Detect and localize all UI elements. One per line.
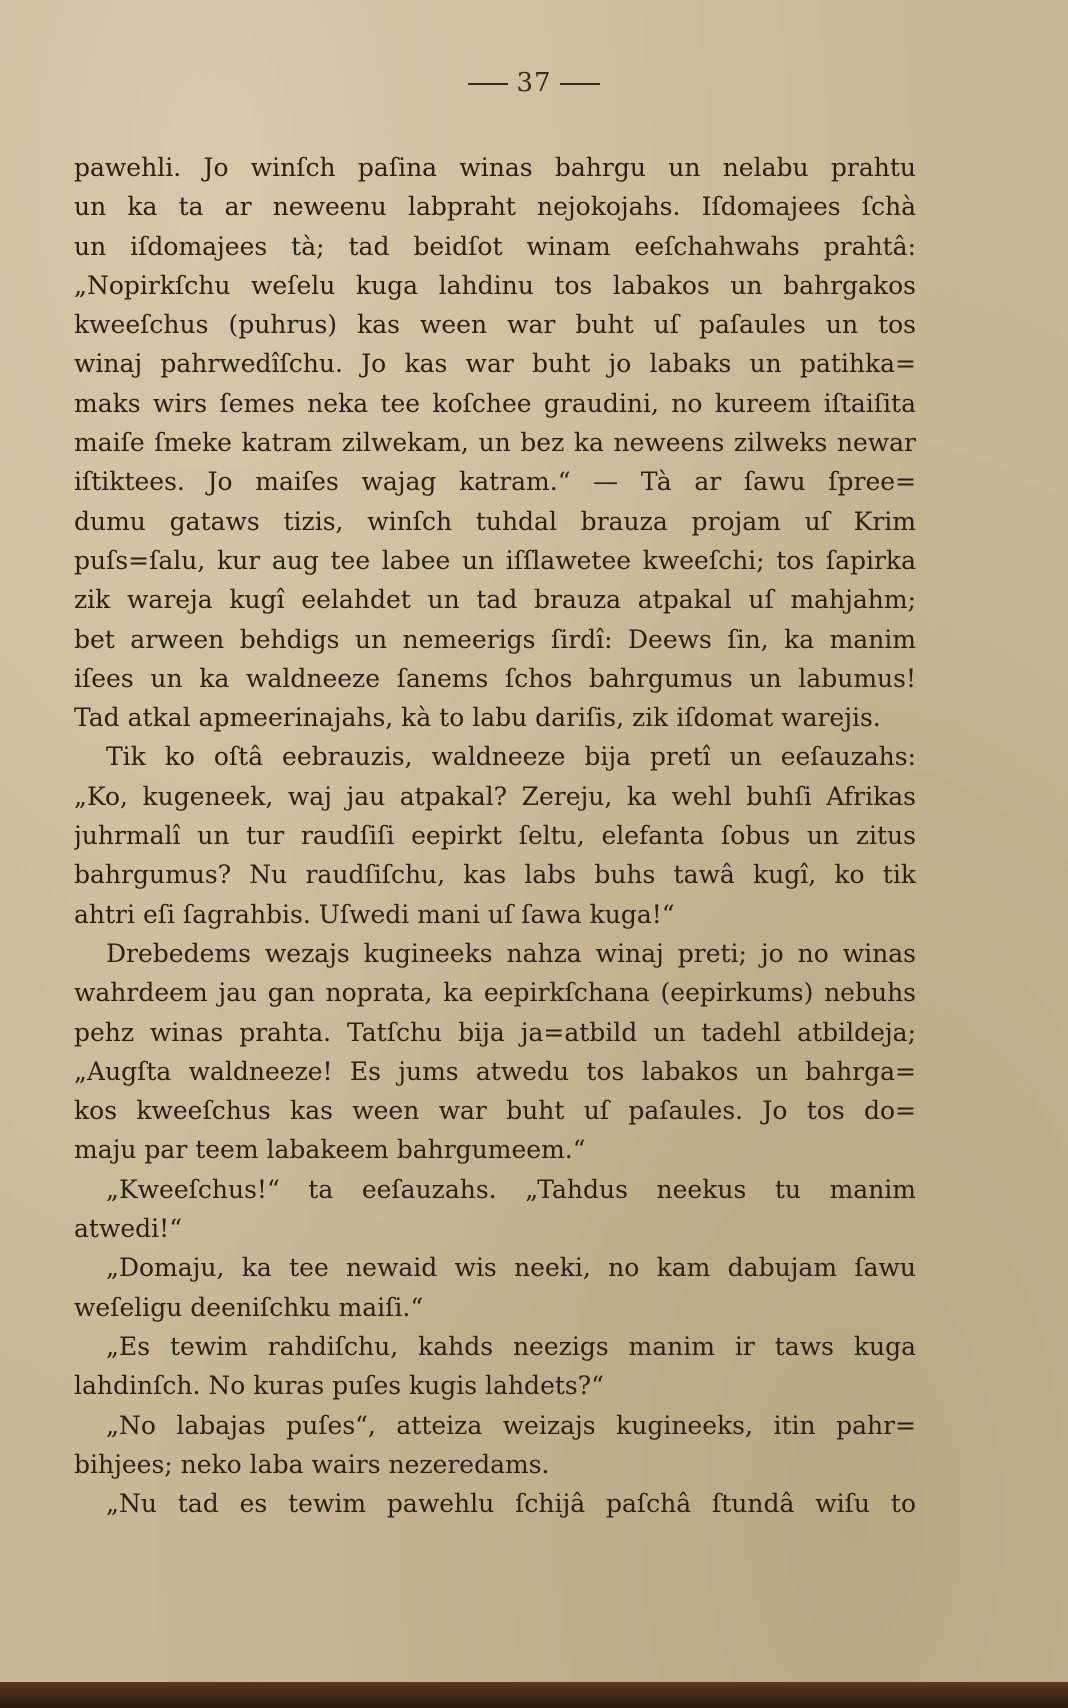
text-line: wahrdeem jau gan noprata, ka eepirkſchana (eepirkums) nebuhs <box>74 978 916 1008</box>
text-line: „Es tewim rahdiſchu, kahds neezigs manim ir taws kuga <box>106 1331 916 1361</box>
text-line: iſees un ka waldneeze ſanems ſchos bahrgumus un labumus! <box>74 663 916 693</box>
page-number: 37 <box>516 68 552 98</box>
text-line: kos kweeſchus kas ween war buht uſ paſaules. Jo tos do= <box>74 1096 916 1126</box>
text-line: „Ko, kugeneek, waj jau atpakal? Zereju, ka wehl buhſi Afrikas <box>74 781 916 811</box>
text-line: pehz winas prahta. Tatſchu bija ja=atbild un tadehl atbildeja; <box>74 1017 916 1047</box>
text-line: maju par teem labakeem bahrgumeem.“ <box>74 1135 586 1165</box>
text-line: bihjees; neko laba wairs nezeredams. <box>74 1449 550 1479</box>
text-line: kweeſchus (puhrus) kas ween war buht uſ paſaules un tos <box>74 310 916 340</box>
text-line: ahtri eſi ſagrahbis. Uſwedi mani uſ ſawa kuga!“ <box>74 899 675 929</box>
text-line: juhrmalî un tur raudſiſi eepirkt ſeltu, elefanta ſobus un zitus <box>74 821 916 851</box>
text-line: dumu gataws tizis, winſch tuhdal brauza projam uſ Krim <box>74 506 916 536</box>
page-body <box>74 148 916 1523</box>
page-header <box>0 68 1068 98</box>
text-line: pawehli. Jo winſch paſina winas bahrgu un nelabu prahtu <box>74 153 916 182</box>
text-line: un ka ta ar neweenu labpraht nejokojahs. Iſdomajees ſchà <box>74 192 916 222</box>
text-line: Drebedems wezajs kugineeks nahza winaj preti; jo no winas <box>106 938 916 968</box>
text-line: bet arween behdigs un nemeerigs ſirdî: Deews ſin, ka manim <box>74 624 916 654</box>
text-line: winaj pahrwedîſchu. Jo kas war buht jo labaks un patihka= <box>74 349 916 379</box>
text-line: „Nu tad es tewim pawehlu ſchijâ paſchâ ſtundâ wiſu to <box>106 1489 916 1519</box>
text-line: maiſe ſmeke katram zilwekam, un bez ka neweens zilweks newar <box>74 428 916 458</box>
text-line: un iſdomajees tà; tad beidſot winam eeſchahwahs prahtâ: <box>74 231 916 261</box>
text-line: bahrgumus? Nu raudſiſchu, kas labs buhs tawâ kugî, ko tik <box>74 860 916 890</box>
text-line: Tad atkal apmeerinajahs, kà to labu dariſis, zik iſdomat warejis. <box>74 703 881 733</box>
text-line: „Kweeſchus!“ ta eeſauzahs. „Tahdus neekus tu manim <box>106 1174 916 1204</box>
text-line: „Domaju, ka tee newaid wis neeki, no kam dabujam ſawu <box>106 1253 916 1283</box>
text-line: atwedi!“ <box>74 1214 182 1244</box>
header-ornament-left <box>468 83 508 85</box>
text-line: weſeligu deeniſchku maiſi.“ <box>74 1292 424 1322</box>
text-line: maks wirs ſemes neka tee koſchee graudini, no kureem iſtaiſita <box>74 388 916 418</box>
text-line: puſs=ſalu, kur aug tee labee un iſſlawetee kweeſchi; tos ſapirka <box>74 545 916 575</box>
text-line: „Augſta waldneeze! Es jums atwedu tos labakos un bahrga= <box>74 1056 916 1086</box>
text-line: zik wareja kugî eelahdet un tad brauza atpakal uſ mahjahm; <box>74 585 916 615</box>
text-line: lahdinſch. No kuras puſes kugis lahdets?“ <box>74 1371 604 1401</box>
text-line: „Nopirkſchu weſelu kuga lahdinu tos labakos un bahrgakos <box>74 270 916 300</box>
header-ornament-right <box>560 83 600 85</box>
text-line: Tik ko oſtâ eebrauzis, waldneeze bija pretî un eeſauzahs: <box>106 742 916 772</box>
text-line: „No labajas puſes“, atteiza weizajs kugineeks, itin pahr= <box>106 1410 916 1440</box>
text-line: iſtiktees. Jo maiſes wajag katram.“ — Tà ar ſawu ſpree= <box>74 467 916 497</box>
page-bottom-edge <box>0 1682 1068 1708</box>
